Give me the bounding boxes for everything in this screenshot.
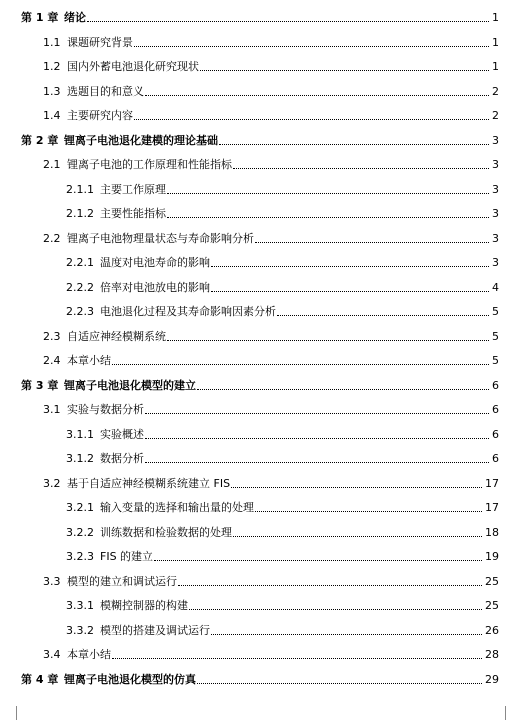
toc-entry-title: 锂离子电池的工作原理和性能指标: [67, 155, 233, 175]
toc-entry-title: 绪论: [64, 8, 87, 28]
toc-entry-title: 实验概述: [100, 425, 145, 445]
toc-dot-leader: [197, 683, 482, 684]
toc-entry[interactable]: [0, 621, 522, 641]
toc-page-number: 28: [483, 645, 499, 665]
toc-dot-leader: [145, 462, 489, 463]
toc-dot-leader: [134, 46, 489, 47]
toc-page-number: 3: [490, 180, 499, 200]
toc-entry-number: 3.1.1: [66, 427, 94, 441]
toc-entry-title: 本章小结: [67, 645, 112, 665]
toc-entry-number: 3.3: [43, 574, 61, 588]
toc-entry[interactable]: [0, 449, 522, 469]
toc-dot-leader: [200, 70, 489, 71]
toc-page-number: 3: [490, 229, 499, 249]
toc-page-number: 25: [483, 572, 499, 592]
toc-page-number: 5: [490, 351, 499, 371]
toc-dot-leader: [277, 315, 489, 316]
toc-page-number: 2: [490, 106, 499, 126]
toc-dot-leader: [197, 389, 489, 390]
toc-page-number: 3: [490, 253, 499, 273]
toc-page-number: 25: [483, 596, 499, 616]
toc-entry[interactable]: [0, 229, 522, 249]
toc-entry-title: FIS 的建立: [100, 547, 154, 567]
toc-entry[interactable]: [0, 596, 522, 616]
toc-entry[interactable]: [0, 302, 522, 322]
toc-page-number: 3: [490, 155, 499, 175]
toc-page-number: 19: [483, 547, 499, 567]
toc-entry-number: 2.2: [43, 231, 61, 245]
toc-entry-title: 倍率对电池放电的影响: [100, 278, 211, 298]
toc-entry[interactable]: [0, 180, 522, 200]
toc-page-number: 1: [490, 57, 499, 77]
toc-dot-leader: [189, 609, 482, 610]
toc-dot-leader: [178, 585, 482, 586]
toc-entry[interactable]: [0, 523, 522, 543]
toc-entry[interactable]: [0, 57, 522, 77]
toc-entry-title: 模型的搭建及调试运行: [100, 621, 211, 641]
toc-entry-title: 锂离子电池退化模型的仿真: [64, 670, 197, 690]
toc-entry[interactable]: [0, 351, 522, 371]
toc-entry[interactable]: [0, 400, 522, 420]
toc-entry[interactable]: [0, 572, 522, 592]
toc-entry-number: 1.4: [43, 109, 61, 122]
toc-dot-leader: [145, 413, 489, 414]
toc-entry-title: 输入变量的选择和输出量的处理: [100, 498, 255, 518]
toc-dot-leader: [211, 291, 489, 292]
toc-dot-leader: [233, 536, 482, 537]
toc-dot-leader: [167, 193, 489, 194]
toc-entry-title: 电池退化过程及其寿命影响因素分析: [100, 302, 277, 322]
toc-page-number: 3: [490, 131, 499, 151]
toc-entry-number: 第 1 章: [21, 11, 59, 24]
toc-entry[interactable]: [0, 376, 522, 396]
toc-dot-leader: [231, 487, 482, 488]
toc-entry-title: 自适应神经模糊系统: [67, 327, 167, 347]
toc-dot-leader: [134, 119, 489, 120]
toc-entry[interactable]: [0, 645, 522, 665]
toc-dot-leader: [167, 217, 489, 218]
toc-page-number: 17: [483, 498, 499, 518]
toc-page-number: 6: [490, 425, 499, 445]
toc-page-number: 5: [490, 327, 499, 347]
toc-entry[interactable]: [0, 547, 522, 567]
toc-page-number: 17: [483, 474, 499, 494]
toc-dot-leader: [233, 168, 489, 169]
toc-page-number: 1: [490, 8, 499, 28]
toc-entry-number: 3.2.3: [66, 550, 94, 563]
toc-entry-number: 3.3.1: [66, 599, 94, 612]
crop-mark-bottom-right: [491, 706, 506, 720]
toc-page-number: 6: [490, 449, 499, 469]
toc-entry-title: 国内外蓄电池退化研究现状: [67, 57, 200, 77]
toc-dot-leader: [211, 266, 489, 267]
toc-dot-leader: [255, 242, 489, 243]
toc-entry-title: 主要研究内容: [67, 106, 134, 126]
toc-dot-leader: [211, 634, 482, 635]
toc-entry-title: 基于自适应神经模糊系统建立 FIS: [67, 474, 231, 494]
toc-dot-leader: [145, 95, 489, 96]
toc-entry[interactable]: [0, 498, 522, 518]
toc-dot-leader: [145, 438, 489, 439]
toc-entry-title: 锂离子电池物理量状态与寿命影响分析: [67, 229, 255, 249]
toc-entry-title: 主要性能指标: [100, 204, 167, 224]
toc-entry-number: 1.3: [43, 84, 61, 98]
toc-entry[interactable]: [0, 82, 522, 102]
toc-entry[interactable]: [0, 253, 522, 273]
toc-entry-title: 主要工作原理: [100, 180, 167, 200]
crop-mark-bottom-left: [16, 706, 31, 720]
toc-entry-number: 2.1.1: [66, 182, 94, 196]
toc-entry[interactable]: [0, 670, 522, 690]
toc-entry-number: 3.2.1: [66, 501, 94, 514]
toc-entry-title: 模型的建立和调试运行: [67, 572, 178, 592]
toc-entry[interactable]: [0, 33, 522, 53]
toc-entry[interactable]: [0, 327, 522, 347]
toc-page-number: 6: [490, 376, 499, 396]
toc-entry-number: 3.2.2: [66, 525, 94, 539]
toc-page-number: 18: [483, 523, 499, 543]
toc-entry-title: 训练数据和检验数据的处理: [100, 523, 233, 543]
toc-entry-number: 第 4 章: [21, 672, 59, 686]
toc-dot-leader: [154, 560, 482, 561]
toc-page-number: 3: [490, 204, 499, 224]
toc-entry-title: 本章小结: [67, 351, 112, 371]
toc-entry-title: 温度对电池寿命的影响: [100, 253, 211, 273]
toc-entry-number: 3.1.2: [66, 452, 94, 465]
toc-entry-number: 3.1: [43, 403, 61, 416]
toc-page-number: 5: [490, 302, 499, 322]
toc-entry-number: 3.3.2: [66, 623, 94, 637]
toc-entry-number: 2.4: [43, 354, 61, 367]
toc-entry-number: 3.2: [43, 476, 61, 490]
toc-page-number: 2: [490, 82, 499, 102]
toc-entry[interactable]: [0, 8, 522, 28]
toc-entry-number: 第 2 章: [21, 133, 59, 147]
toc-entry-number: 1.1: [43, 35, 61, 49]
toc-entry-title: 数据分析: [100, 449, 145, 469]
toc-dot-leader: [255, 511, 482, 512]
toc-dot-leader: [112, 658, 482, 659]
toc-entry[interactable]: [0, 155, 522, 175]
toc-entry[interactable]: [0, 106, 522, 126]
toc-page-number: 1: [490, 33, 499, 53]
toc-entry-number: 1.2: [43, 60, 61, 73]
toc-entry-number: 3.4: [43, 648, 61, 661]
toc-page-number: 4: [490, 278, 499, 298]
toc-entry[interactable]: [0, 131, 522, 151]
toc-entry-title: 选题目的和意义: [67, 82, 145, 102]
toc-entry-title: 锂离子电池退化模型的建立: [64, 376, 197, 396]
toc-page-number: 29: [483, 670, 499, 690]
toc-entry-number: 2.1: [43, 158, 61, 171]
toc-entry-title: 模糊控制器的构建: [100, 596, 189, 616]
toc-entry-number: 第 3 章: [21, 378, 59, 392]
toc-entry-number: 2.2.2: [66, 280, 94, 294]
toc-entry[interactable]: [0, 474, 522, 494]
toc-entry-title: 锂离子电池退化建模的理论基础: [64, 131, 219, 151]
toc-entry[interactable]: [0, 425, 522, 445]
toc-dot-leader: [167, 340, 489, 341]
toc-entry-number: 2.2.3: [66, 305, 94, 318]
toc-page-number: 26: [483, 621, 499, 641]
toc-entry-title: 实验与数据分析: [67, 400, 145, 420]
toc-dot-leader: [219, 144, 489, 145]
toc-page-number: 6: [490, 400, 499, 420]
toc-dot-leader: [112, 364, 489, 365]
toc-entry-title: 课题研究背景: [67, 33, 134, 53]
toc-entry-number: 2.1.2: [66, 207, 94, 220]
toc-entry-number: 2.3: [43, 329, 61, 343]
toc-entry-number: 2.2.1: [66, 256, 94, 269]
toc-entry[interactable]: [0, 278, 522, 298]
toc-entry[interactable]: [0, 204, 522, 224]
toc-dot-leader: [87, 21, 489, 22]
